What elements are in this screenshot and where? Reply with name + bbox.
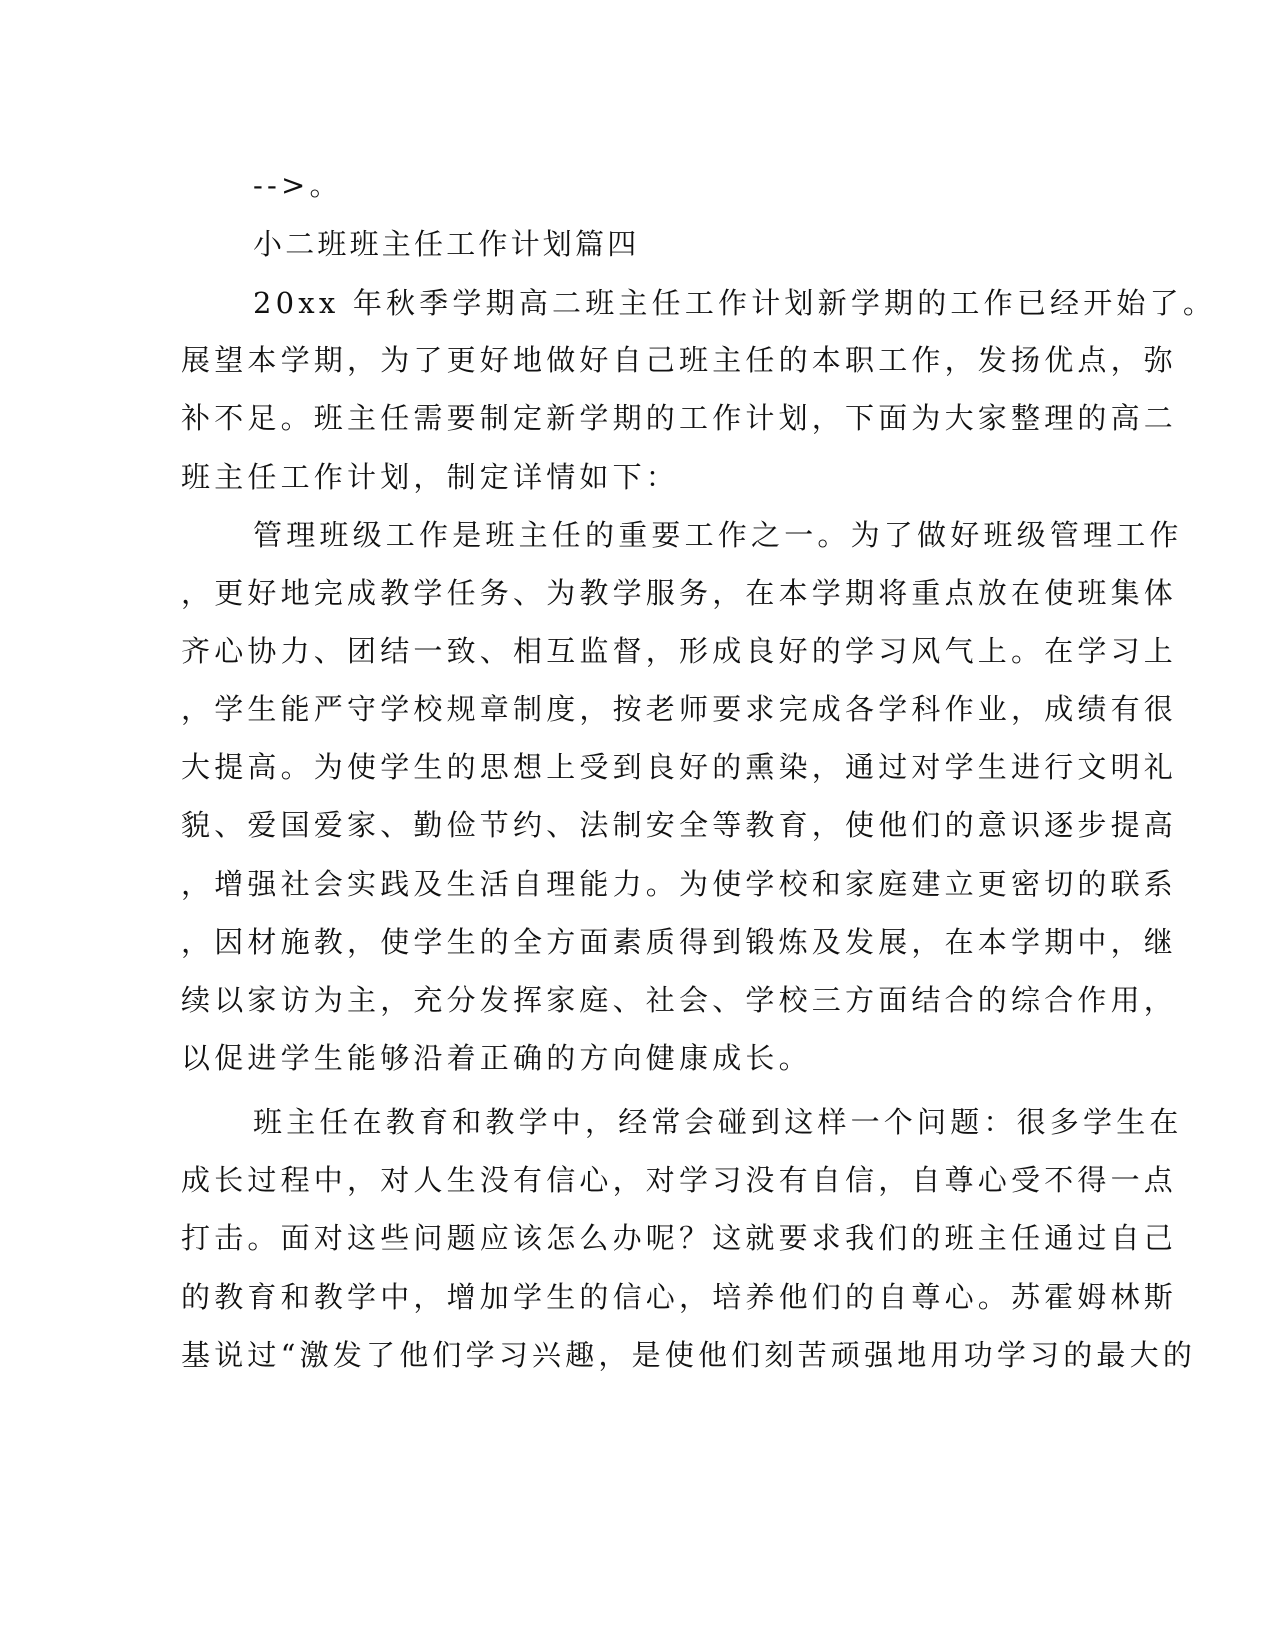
paragraph-2-line-1: 管理班级工作是班主任的重要工作之一。为了做好班级管理工作 bbox=[253, 518, 1183, 552]
paragraph-2-line-6: 貌、爱国爱家、勤俭节约、法制安全等教育，使他们的意识逐步提高 bbox=[181, 808, 1178, 842]
paragraph-2-line-3: 齐心协力、团结一致、相互监督，形成良好的学习风气上。在学习上 bbox=[181, 634, 1178, 668]
paragraph-1-line-3: 补不足。班主任需要制定新学期的工作计划，下面为大家整理的高二 bbox=[181, 401, 1178, 435]
paragraph-2-line-7: ，增强社会实践及生活自理能力。为使学校和家庭建立更密切的联系 bbox=[181, 867, 1178, 901]
paragraph-3-line-5: 基说过“激发了他们学习兴趣，是使他们刻苦顽强地用功学习的最大的 bbox=[181, 1338, 1197, 1372]
paragraph-2-line-10: 以促进学生能够沿着正确的方向健康成长。 bbox=[181, 1041, 812, 1075]
paragraph-2-line-5: 大提高。为使学生的思想上受到良好的熏染，通过对学生进行文明礼 bbox=[181, 750, 1178, 784]
paragraph-2-line-4: ，学生能严守学校规章制度，按老师要求完成各学科作业，成绩有很 bbox=[181, 692, 1178, 726]
paragraph-1-line-4: 班主任工作计划，制定详情如下： bbox=[181, 460, 680, 494]
paragraph-3-line-1: 班主任在教育和教学中，经常会碰到这样一个问题：很多学生在 bbox=[253, 1105, 1183, 1139]
paragraph-3-line-4: 的教育和教学中，增加学生的信心，培养他们的自尊心。苏霍姆林斯 bbox=[181, 1280, 1178, 1314]
paragraph-2-line-9: 续以家访为主，充分发挥家庭、社会、学校三方面结合的综合作用， bbox=[181, 983, 1178, 1017]
paragraph-1-line-2: 展望本学期，为了更好地做好自己班主任的本职工作，发扬优点，弥 bbox=[181, 343, 1178, 377]
paragraph-2-line-2: ，更好地完成教学任务、为教学服务，在本学期将重点放在使班集体 bbox=[181, 576, 1178, 610]
comment-marker-line: -->。 bbox=[253, 168, 343, 202]
paragraph-1-line-1: 20xx 年秋季学期高二班主任工作计划新学期的工作已经开始了。 bbox=[253, 286, 1217, 320]
paragraph-2-line-8: ，因材施教，使学生的全方面素质得到锻炼及发展，在本学期中，继 bbox=[181, 925, 1178, 959]
paragraph-3-line-3: 打击。面对这些问题应该怎么办呢？这就要求我们的班主任通过自己 bbox=[181, 1221, 1178, 1255]
paragraph-3-line-2: 成长过程中，对人生没有信心，对学习没有自信，自尊心受不得一点 bbox=[181, 1163, 1178, 1197]
section-heading: 小二班班主任工作计划篇四 bbox=[253, 227, 640, 261]
